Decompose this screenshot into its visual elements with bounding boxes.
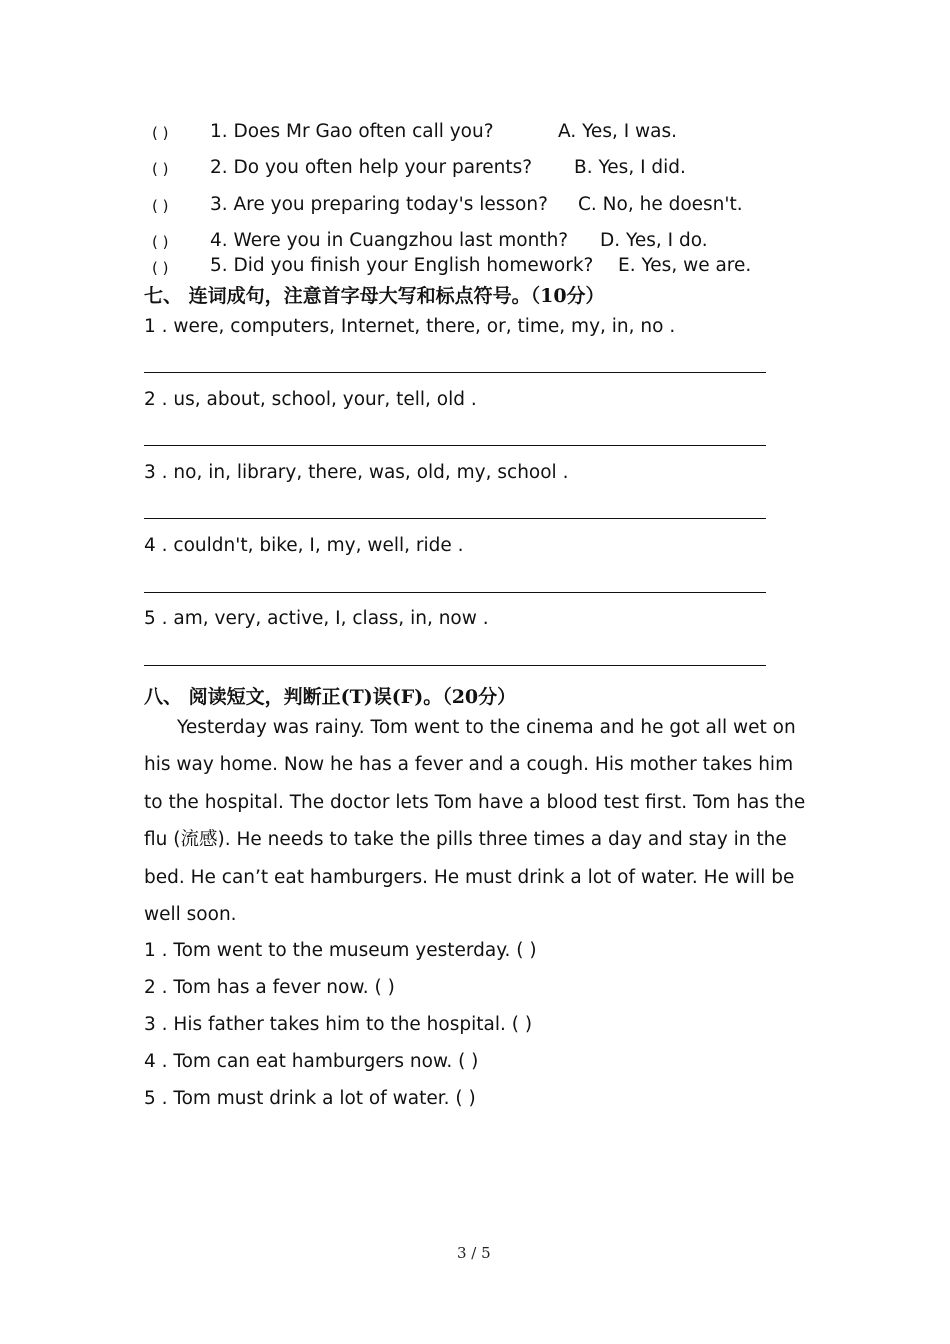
match-question: 2. Do you often help your parents? <box>210 157 533 178</box>
match-answer: C. No, he doesn't. <box>578 194 743 215</box>
match-question: 1. Does Mr Gao often call you? <box>210 121 494 142</box>
answer-line[interactable] <box>144 518 766 519</box>
word-order-item: 4 . couldn't, bike, I, my, well, ride . <box>144 535 464 556</box>
answer-line[interactable] <box>144 665 766 666</box>
answer-line[interactable] <box>144 592 766 593</box>
answer-blank: ( ) <box>152 197 169 215</box>
match-answer: A. Yes, I was. <box>558 121 678 142</box>
page-number: 3 / 5 <box>457 1244 491 1262</box>
section-8-heading: 八、 阅读短文，判断正(T)误(F)。（20分） <box>144 686 517 708</box>
answer-line[interactable] <box>144 445 766 446</box>
reading-passage <box>144 709 814 933</box>
tf-question: 4 . Tom can eat hamburgers now. ( ) <box>144 1051 479 1072</box>
answer-blank: ( ) <box>152 259 169 277</box>
word-order-item: 1 . were, computers, Internet, there, or, time, my, in, no . <box>144 316 676 337</box>
match-answer: E. Yes, we are. <box>618 255 752 276</box>
tf-question: 2 . Tom has a fever now. ( ) <box>144 977 395 998</box>
answer-blank: ( ) <box>152 233 169 251</box>
answer-blank: ( ) <box>152 160 169 178</box>
tf-question: 1 . Tom went to the museum yesterday. ( ) <box>144 940 537 961</box>
match-answer: D. Yes, I do. <box>600 230 708 251</box>
word-order-item: 3 . no, in, library, there, was, old, my, school . <box>144 462 569 483</box>
tf-question: 5 . Tom must drink a lot of water. ( ) <box>144 1088 476 1109</box>
match-answer: B. Yes, I did. <box>574 157 686 178</box>
match-question: 4. Were you in Cuangzhou last month? <box>210 230 569 251</box>
section-7-heading: 七、 连词成句，注意首字母大写和标点符号。（10分） <box>144 285 605 307</box>
answer-line[interactable] <box>144 372 766 373</box>
answer-blank: ( ) <box>152 124 169 142</box>
match-question: 3. Are you preparing today's lesson? <box>210 194 548 215</box>
match-question: 5. Did you finish your English homework? <box>210 255 594 276</box>
tf-question: 3 . His father takes him to the hospital. ( ) <box>144 1014 533 1035</box>
passage-text: Yesterday was rainy. Tom went to the cinema and he got all wet on his way home. Now he has a fever and a cough. His mother takes him to the hospital. The doctor lets Tom have a blood test first. Tom has the flu (流感). He needs to take the pills three times a day and stay in the bed. He can’t eat hamburgers. He must drink a lot of water. He will be well soon. <box>144 717 806 926</box>
word-order-item: 5 . am, very, active, I, class, in, now . <box>144 608 489 629</box>
word-order-item: 2 . us, about, school, your, tell, old . <box>144 389 477 410</box>
